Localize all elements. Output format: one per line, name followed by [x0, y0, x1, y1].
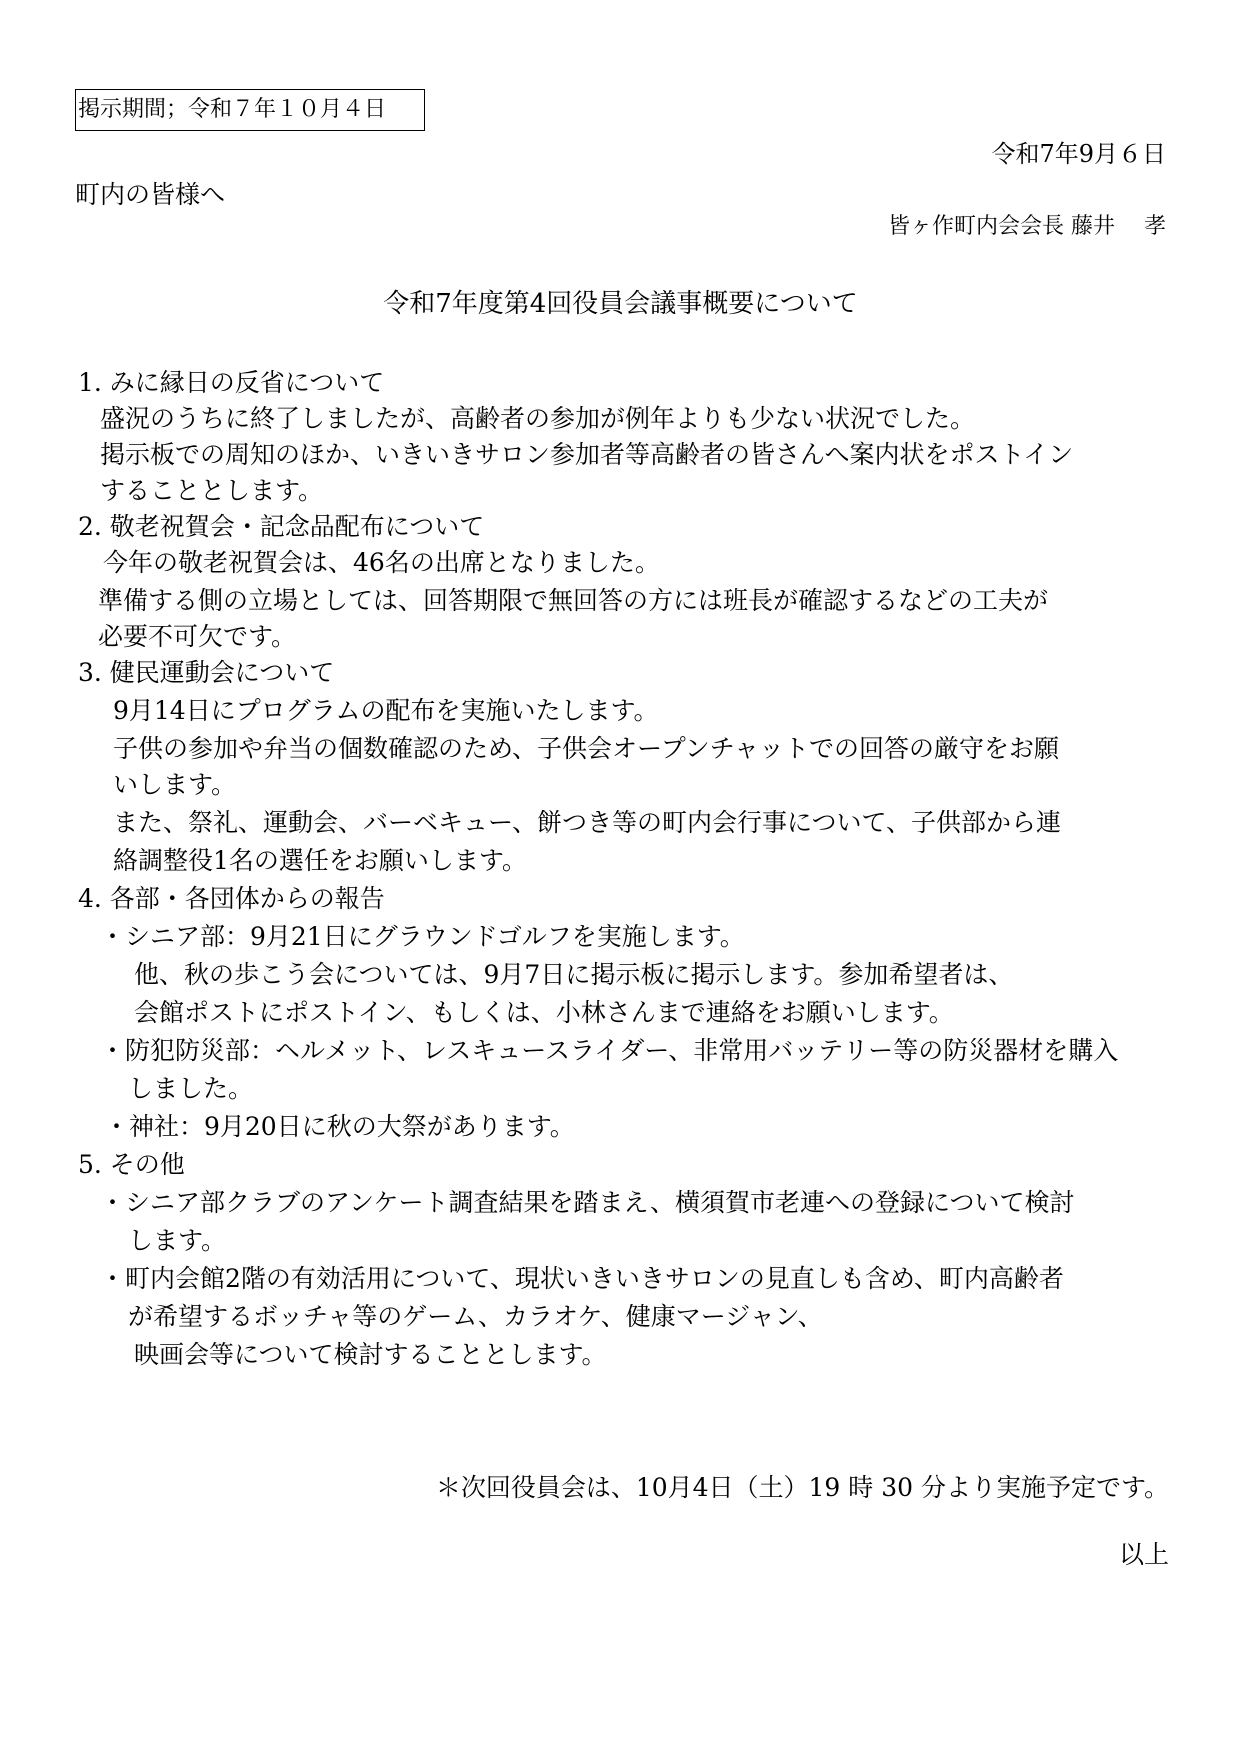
body-line: 掲示板での周知のほか、いきいきサロン参加者等高齢者の皆さんへ案内状をポストイン — [100, 440, 1074, 469]
body-line: 絡調整役1名の選任をお願いします。 — [113, 846, 527, 875]
body-line: 子供の参加や弁当の個数確認のため、子供会オープンチャットでの回答の厳守をお願 — [113, 734, 1060, 763]
body-line: 他、秋の歩こう会については、9月7日に掲示板に掲示します。参加希望者は、 — [134, 960, 1014, 989]
section-heading-4: 4. 各部・各団体からの報告 — [78, 884, 385, 913]
section-heading-3: 3. 健民運動会について — [78, 658, 335, 687]
section-heading-2: 2. 敬老祝賀会・記念品配布について — [78, 512, 485, 541]
body-line: します。 — [128, 1226, 227, 1255]
body-line: 9月14日にプログラムの配布を実施いたします。 — [113, 696, 659, 725]
document-title: 令和7年度第4回役員会議事概要について — [383, 289, 858, 319]
body-line: ・神社：9月20日に秋の大祭があります。 — [104, 1112, 575, 1141]
body-line: 今年の敬老祝賀会は、46名の出席となりました。 — [103, 548, 660, 577]
next-meeting-note: ＊次回役員会は、10月4日（土）19 時 30 分より実施予定です。 — [435, 1473, 1169, 1502]
body-line: 映画会等について検討することとします。 — [134, 1340, 607, 1369]
body-line: ・シニア部クラブのアンケート調査結果を踏まえ、横須賀市老連への登録について検討 — [100, 1188, 1075, 1217]
body-line: することとします。 — [100, 476, 324, 505]
section-heading-5: 5. その他 — [78, 1150, 185, 1179]
addressee: 町内の皆様へ — [75, 180, 226, 209]
body-line: しました。 — [128, 1074, 254, 1103]
body-line: 準備する側の立場としては、回答期限で無回答の方には班長が確認するなどの工夫が — [98, 586, 1049, 615]
section-heading-1: 1. みに縁日の反省について — [78, 368, 385, 397]
document-date: 令和7年9月６日 — [991, 140, 1166, 168]
body-line: ・町内会館2階の有効活用について、現状いきいきサロンの見直しも含め、町内高齢者 — [100, 1264, 1064, 1293]
body-line: また、祭礼、運動会、バーベキュー、餅つき等の町内会行事について、子供部から連 — [113, 808, 1062, 837]
body-line: ・シニア部：9月21日にグラウンドゴルフを実施します。 — [100, 922, 745, 951]
posting-period-text: 掲示期間；令和７年１０月４日 — [78, 97, 387, 122]
sender: 皆ヶ作町内会会長 藤井 孝 — [888, 214, 1166, 239]
posting-period-box — [75, 89, 425, 131]
body-line: いします。 — [113, 770, 237, 799]
closing-remark: 以上 — [1118, 1540, 1169, 1569]
body-line: 盛況のうちに終了しましたが、高齢者の参加が例年よりも少ない状況でした。 — [100, 404, 976, 433]
body-line: 会館ポストにポストイン、もしくは、小林さんまで連絡をお願いします。 — [134, 998, 954, 1027]
body-line: ・防犯防災部：ヘルメット、レスキュースライダー、非常用バッテリー等の防災器材を購入 — [100, 1036, 1119, 1065]
body-line: が希望するボッチャ等のゲーム、カラオケ、健康マージャン、 — [128, 1302, 823, 1331]
body-line: 必要不可欠です。 — [98, 622, 297, 651]
